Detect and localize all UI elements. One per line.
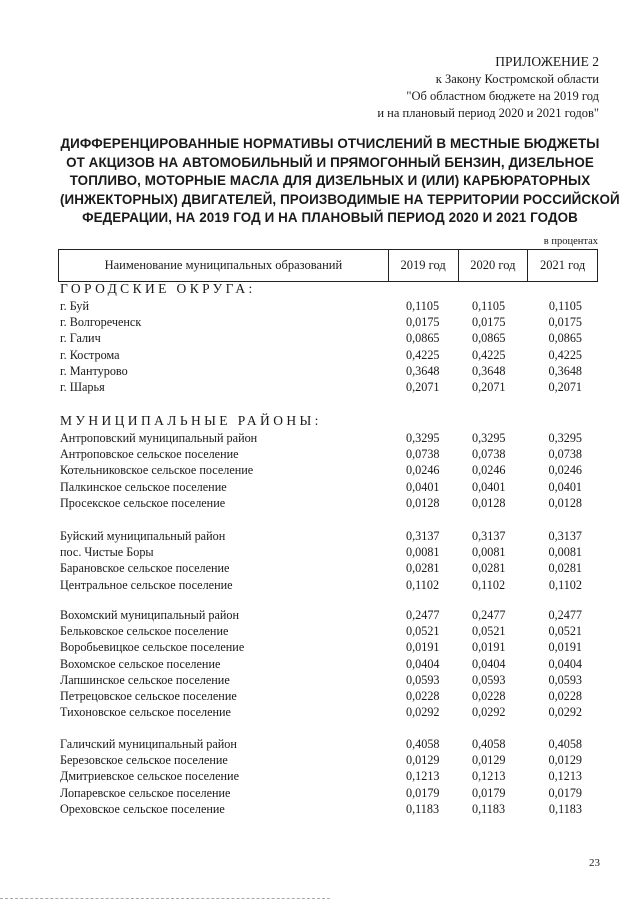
- row-name: г. Галич: [60, 331, 101, 346]
- table-header: [58, 249, 598, 282]
- table-row: [60, 495, 582, 511]
- row-value-2021: 0,0401: [548, 479, 582, 494]
- row-value-2020: 0,2071: [472, 379, 506, 394]
- scan-edge-line: [0, 898, 330, 900]
- row-value-2019: 0,4225: [406, 347, 440, 362]
- rows-vokhma: [60, 607, 582, 720]
- table-row: [60, 577, 582, 593]
- row-value-2019: 0,0593: [406, 672, 440, 687]
- row-value-2020: 0,1105: [472, 299, 506, 313]
- row-name: Галичский муниципальный район: [60, 737, 237, 751]
- row-name: Петрецовское сельское поселение: [60, 688, 237, 703]
- row-value-2021: 0,3295: [548, 431, 582, 445]
- row-value-2021: 0,0191: [548, 640, 582, 655]
- table-row: [60, 430, 582, 446]
- table-row: [60, 704, 582, 720]
- row-name: Лапшинское сельское поселение: [60, 672, 230, 687]
- row-value-2019: 0,0292: [406, 705, 440, 720]
- row-value-2020: 0,2477: [472, 608, 506, 622]
- row-value-2021: 0,0179: [548, 785, 582, 800]
- document-title: [60, 135, 620, 228]
- row-value-2021: 0,3137: [548, 529, 582, 543]
- row-name: пос. Чистые Боры: [60, 545, 154, 560]
- appendix-line: и на плановый период 2020 и 2021 годов": [377, 106, 599, 120]
- table-row: [60, 736, 582, 752]
- row-name: Березовское сельское поселение: [60, 753, 228, 768]
- table-row: [60, 639, 582, 655]
- row-name: г. Кострома: [60, 347, 120, 362]
- table-row: [60, 623, 582, 639]
- row-name: Воробьевицкое сельское поселение: [60, 640, 245, 655]
- row-value-2020: 0,0593: [472, 672, 506, 687]
- appendix-line: "Об областном бюджете на 2019 год: [406, 89, 599, 103]
- row-value-2020: 0,0246: [472, 463, 506, 478]
- row-name: Тихоновское сельское поселение: [60, 705, 231, 720]
- row-value-2019: 0,3648: [406, 363, 440, 378]
- row-value-2019: 0,0401: [406, 479, 440, 494]
- table-row: [60, 347, 582, 363]
- row-name: г. Волгореченск: [60, 315, 142, 330]
- row-name: Антроповский муниципальный район: [60, 431, 258, 445]
- header-name: Наименование муниципальных образований: [59, 250, 389, 281]
- title-line: (ИНЖЕКТОРНЫХ) ДВИГАТЕЛЕЙ, ПРОИЗВОДИМЫЕ НА ТЕРРИТОРИИ РОССИЙСКОЙ: [60, 191, 620, 207]
- appendix-line: к Закону Костромской области: [435, 72, 599, 86]
- table-row: [60, 672, 582, 688]
- rows-galich: [60, 736, 582, 817]
- row-value-2021: 0,0292: [548, 705, 582, 720]
- row-value-2020: 0,0521: [472, 624, 506, 639]
- row-value-2021: 0,0404: [548, 656, 582, 671]
- row-name: Котельниковское сельское поселение: [60, 463, 254, 478]
- row-value-2019: 0,0191: [406, 640, 440, 655]
- row-value-2021: 0,0593: [548, 672, 582, 687]
- row-value-2019: 0,1213: [406, 769, 440, 784]
- row-value-2021: 0,0865: [548, 331, 582, 346]
- row-name: Барановское сельское поселение: [60, 561, 230, 576]
- row-name: Вохомское сельское поселение: [60, 656, 221, 671]
- row-value-2021: 0,0246: [548, 463, 582, 478]
- row-value-2021: 0,3648: [548, 363, 582, 378]
- row-value-2019: 0,0521: [406, 624, 440, 639]
- table-row: [60, 768, 582, 784]
- row-value-2020: 0,0404: [472, 656, 506, 671]
- row-value-2020: 0,0292: [472, 705, 506, 720]
- appendix-heading: ПРИЛОЖЕНИЕ 2: [495, 54, 599, 69]
- table-row: [60, 479, 582, 495]
- row-value-2020: 0,0865: [472, 331, 506, 346]
- table-row: [60, 752, 582, 768]
- row-value-2020: 0,0129: [472, 753, 506, 768]
- row-value-2019: 0,0865: [406, 331, 440, 346]
- table-row: [60, 298, 582, 314]
- rows-antropovo: [60, 430, 582, 511]
- row-value-2021: 0,1105: [548, 299, 582, 313]
- row-value-2021: 0,0228: [548, 688, 582, 703]
- row-value-2020: 0,3648: [472, 363, 506, 378]
- row-value-2019: 0,3137: [406, 529, 440, 543]
- row-name: Вохомский муниципальный район: [60, 608, 240, 622]
- row-value-2019: 0,2071: [406, 379, 440, 394]
- row-value-2020: 0,0738: [472, 447, 506, 462]
- row-value-2020: 0,4058: [472, 737, 506, 751]
- table-row: [60, 363, 582, 379]
- table-row: [60, 314, 582, 330]
- row-value-2019: 0,1183: [406, 801, 440, 816]
- row-value-2020: 0,0175: [472, 315, 506, 330]
- row-value-2019: 0,2477: [406, 608, 440, 622]
- row-name: Буйский муниципальный район: [60, 529, 226, 543]
- header-2019: 2019 год: [389, 250, 459, 281]
- table-row: [60, 785, 582, 801]
- rows-buy: [60, 528, 582, 593]
- table-row: [60, 330, 582, 346]
- row-value-2021: 0,0081: [548, 545, 582, 560]
- table-row: [60, 528, 582, 544]
- row-name: Антроповское сельское поселение: [60, 447, 239, 462]
- row-name: Бельковское сельское поселение: [60, 624, 229, 639]
- row-value-2019: 0,1102: [406, 577, 440, 592]
- title-line: ДИФФЕРЕНЦИРОВАННЫЕ НОРМАТИВЫ ОТЧИСЛЕНИЙ В МЕСТНЫЕ БЮДЖЕТЫ: [60, 136, 600, 151]
- section-cities-heading: ГОРОДСКИЕ ОКРУГА:: [60, 281, 256, 296]
- table-row: [60, 656, 582, 672]
- header-2021: 2021 год: [540, 258, 586, 272]
- row-name: г. Шарья: [60, 379, 105, 394]
- table-row: [60, 379, 582, 395]
- row-value-2021: 0,0128: [548, 495, 582, 510]
- row-value-2021: 0,2477: [548, 608, 582, 622]
- table-row: [60, 560, 582, 576]
- section-districts-heading: МУНИЦИПАЛЬНЫЕ РАЙОНЫ:: [60, 413, 322, 428]
- row-value-2020: 0,0128: [472, 495, 506, 510]
- title-line: ОТ АКЦИЗОВ НА АВТОМОБИЛЬНЫЙ И ПРЯМОГОННЫЙ БЕНЗИН, ДИЗЕЛЬНОЕ: [66, 154, 594, 170]
- row-name: Дмитриевское сельское поселение: [60, 769, 239, 784]
- row-name: Палкинское сельское поселение: [60, 479, 227, 494]
- row-name: Лопаревское сельское поселение: [60, 785, 231, 800]
- row-value-2020: 0,0081: [472, 545, 506, 560]
- row-name: Просекское сельское поселение: [60, 495, 226, 510]
- row-value-2019: 0,0081: [406, 545, 440, 560]
- row-value-2020: 0,1183: [472, 801, 506, 816]
- row-value-2020: 0,0191: [472, 640, 506, 655]
- table-row: [60, 462, 582, 478]
- row-value-2019: 0,0281: [406, 561, 440, 576]
- title-line: ФЕДЕРАЦИИ, НА 2019 ГОД И НА ПЛАНОВЫЙ ПЕРИОД 2020 И 2021 ГОДОВ: [82, 210, 578, 225]
- row-value-2021: 0,0175: [548, 315, 582, 330]
- row-value-2020: 0,0281: [472, 561, 506, 576]
- row-name: г. Буй: [60, 299, 90, 313]
- table-row: [60, 801, 582, 817]
- row-name: г. Мантурово: [60, 363, 128, 378]
- row-value-2020: 0,0401: [472, 479, 506, 494]
- row-value-2020: 0,1213: [472, 769, 506, 784]
- row-value-2021: 0,0281: [548, 561, 582, 576]
- row-value-2019: 0,4058: [406, 737, 440, 751]
- header-2020: 2020 год: [459, 250, 529, 281]
- row-value-2020: 0,3137: [472, 529, 506, 543]
- row-value-2019: 0,0179: [406, 785, 440, 800]
- row-value-2021: 0,4058: [548, 737, 582, 751]
- row-value-2021: 0,2071: [548, 379, 582, 394]
- row-value-2020: 0,0228: [472, 688, 506, 703]
- page-number: 23: [589, 857, 600, 869]
- row-name: Центральное сельское поселение: [60, 577, 233, 592]
- row-value-2021: 0,0129: [548, 753, 582, 768]
- appendix-block: [377, 53, 599, 122]
- row-value-2021: 0,0738: [548, 447, 582, 462]
- row-value-2020: 0,4225: [472, 347, 506, 362]
- rows-cities: [60, 298, 582, 395]
- row-value-2019: 0,0404: [406, 656, 440, 671]
- table-row: [60, 544, 582, 560]
- row-value-2019: 0,0246: [406, 463, 440, 478]
- row-value-2020: 0,1102: [472, 577, 506, 592]
- row-value-2019: 0,0738: [406, 447, 440, 462]
- table-row: [60, 446, 582, 462]
- title-line: ТОПЛИВО, МОТОРНЫЕ МАСЛА ДЛЯ ДИЗЕЛЬНЫХ И (ИЛИ) КАРБЮРАТОРНЫХ: [69, 173, 591, 188]
- row-value-2021: 0,0521: [548, 624, 582, 639]
- row-value-2019: 0,3295: [406, 431, 440, 445]
- table-row: [60, 688, 582, 704]
- row-value-2019: 0,0128: [406, 495, 440, 510]
- row-name: Ореховское сельское поселение: [60, 801, 225, 816]
- row-value-2021: 0,1213: [548, 769, 582, 784]
- row-value-2019: 0,0228: [406, 688, 440, 703]
- row-value-2021: 0,1183: [548, 801, 582, 816]
- row-value-2019: 0,0175: [406, 315, 440, 330]
- row-value-2020: 0,0179: [472, 785, 506, 800]
- row-value-2021: 0,4225: [548, 347, 582, 362]
- row-value-2019: 0,0129: [406, 753, 440, 768]
- row-value-2020: 0,3295: [472, 431, 506, 445]
- row-value-2019: 0,1105: [406, 299, 440, 313]
- row-value-2021: 0,1102: [548, 577, 582, 592]
- table-row: [60, 607, 582, 623]
- units-note: в процентах: [543, 236, 598, 247]
